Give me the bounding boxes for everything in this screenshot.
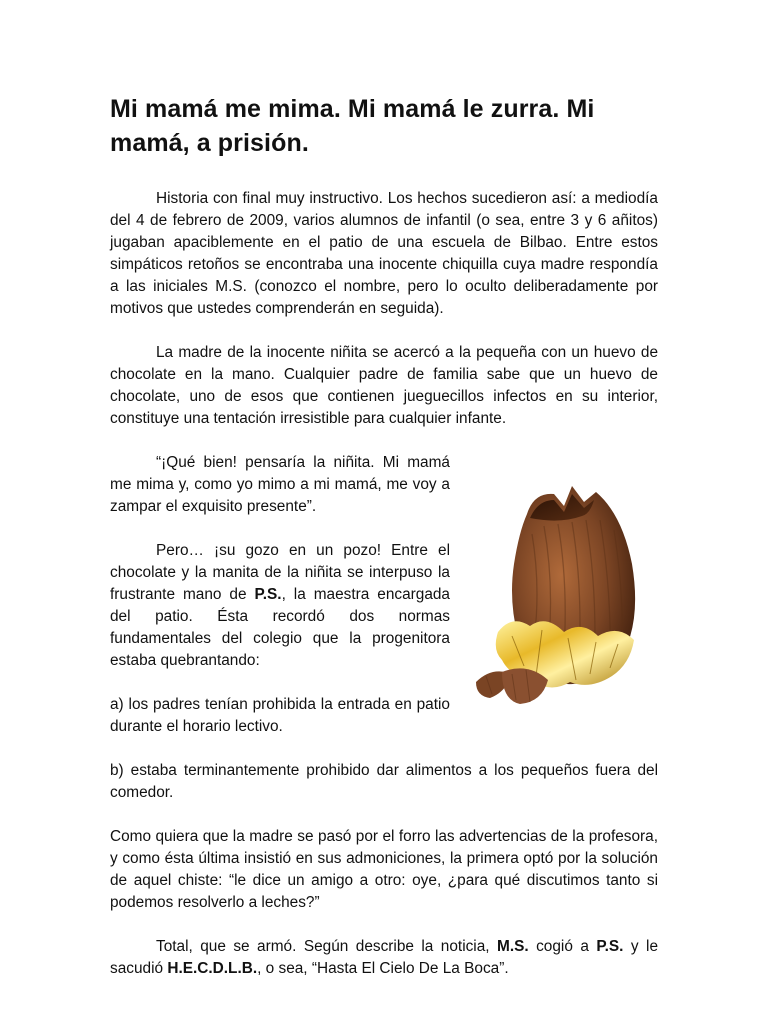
image-text-section [110, 452, 658, 738]
chocolate-egg-image [472, 454, 658, 714]
page-title: Mi mamá me mima. Mi mamá le zurra. Mi mamá, a prisión. [110, 95, 595, 157]
initials-ps: P.S. [254, 586, 282, 603]
text-span: Pero… ¡su gozo en un pozo! Entre el chocolate y la manita de la niñita se interpuso la frustrante mano de [110, 542, 450, 603]
text-span: y le sacudió [110, 938, 659, 977]
text-span: cogió a [528, 938, 597, 955]
text-span: Total, que se armó. Según describe la noticia, [156, 938, 498, 955]
left-column [110, 452, 450, 738]
initials-ps: P.S. [596, 938, 624, 955]
document-page [110, 92, 658, 980]
paragraph-chocolate-egg: La madre de la inocente niñita se acercó a la pequeña con un huevo de chocolate en la mano. Cualquier padre de familia sabe que un huevo de chocolate, uno de esos que contienen jueguecillos infectos en su interior, constituye una tentación irresistible para cualquier infante. [110, 344, 658, 427]
text-span: , o sea, “Hasta El Cielo De La Boca”. [257, 960, 509, 977]
rule-a: a) los padres tenían prohibida la entrada en patio durante el horario lectivo. [110, 696, 450, 735]
text-span: , la maestra encargada del patio. Ésta recordó dos normas fundamentales del colegio que la progenitora estaba quebrantando: [110, 586, 450, 669]
paragraph-argument: Como quiera que la madre se pasó por el forro las advertencias de la profesora, y como ésta última insistió en sus admoniciones, la primera optó por la solución de aquel chiste: “le dice un amigo a otro: oye, ¿para qué discutimos tanto si podemos resolverlo a leches?” [110, 828, 658, 911]
paragraph-quote: “¡Qué bien! pensaría la niñita. Mi mamá me mima y, como yo mimo a mi mamá, me voy a zampar el exquisito presente”. [110, 454, 450, 515]
acronym-hecdlb: H.E.C.D.L.B. [167, 960, 258, 977]
paragraph-conclusion [110, 936, 658, 980]
paragraph-intro: Historia con final muy instructivo. Los hechos sucedieron así: a mediodía del 4 de febrero de 2009, varios alumnos de infantil (o sea, entre 3 y 6 añitos) jugaban apaciblemente en el patio de una escuela de Bilbao. Entre estos simpáticos retoños se encontraba una inocente chiquilla cuya madre respondía a las iniciales M.S. (conozco el nombre, pero lo oculto deliberadamente por motivos que ustedes comprenderán en seguida). [110, 190, 658, 317]
paragraph-teacher [110, 540, 450, 672]
initials-ms: M.S. [497, 938, 529, 955]
rule-b: b) estaba terminantemente prohibido dar alimentos a los pequeños fuera del comedor. [110, 762, 658, 801]
